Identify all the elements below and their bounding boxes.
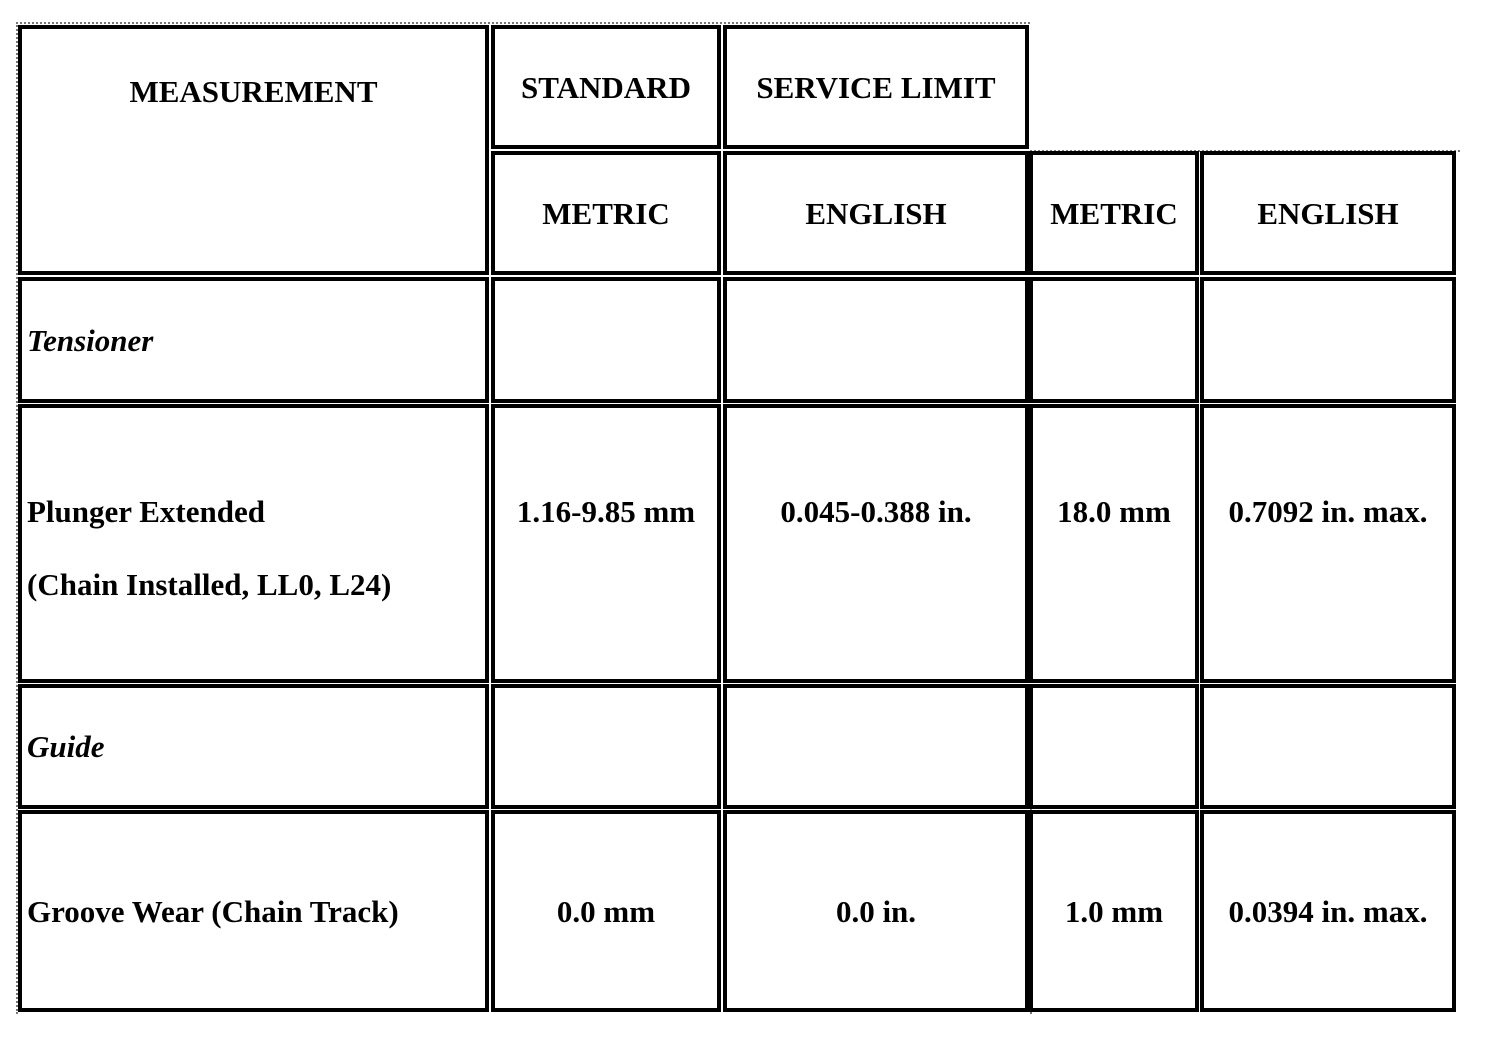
table-row-guide-std-metric — [491, 684, 721, 809]
header-sub-english-2 — [1200, 151, 1456, 275]
table-row-groove-limit-english — [1200, 810, 1456, 1012]
table-row-plunger-measurement — [18, 404, 489, 683]
table-row-tensioner-limit-metric — [1029, 277, 1199, 403]
cell-value: 0.045-0.388 in. — [780, 494, 972, 529]
table-row-tensioner-limit-english — [1200, 277, 1456, 403]
header-sub-english-1 — [723, 151, 1029, 275]
header-sub-label: METRIC — [542, 195, 670, 231]
header-sub-metric-1 — [491, 151, 721, 275]
header-measurement-label: MEASUREMENT — [129, 74, 378, 109]
header-sub-label: METRIC — [1050, 195, 1178, 231]
table-row-plunger-limit-metric — [1029, 404, 1199, 683]
header-measurement — [18, 25, 489, 275]
cell-value: 0.0 mm — [556, 893, 656, 929]
table-row-groove-limit-metric — [1029, 810, 1199, 1012]
table-row-guide-measurement — [18, 684, 489, 809]
cell-value: 0.7092 in. max. — [1228, 494, 1428, 529]
header-service-limit-label: SERVICE LIMIT — [756, 69, 996, 105]
table-row-plunger-std-english — [723, 404, 1029, 683]
row-measurement-label: Tensioner — [27, 322, 154, 358]
cell-value: 18.0 mm — [1057, 494, 1171, 529]
table-row-tensioner-measurement — [18, 277, 489, 403]
cell-value: 0.0394 in. max. — [1228, 893, 1428, 929]
table-row-guide-limit-metric — [1029, 684, 1199, 809]
row-measurement-label: Groove Wear (Chain Track) — [27, 893, 399, 929]
table-row-tensioner-std-metric — [491, 277, 721, 403]
header-standard — [491, 25, 721, 149]
table-row-groove-std-metric — [491, 810, 721, 1012]
table-row-guide-limit-english — [1200, 684, 1456, 809]
cell-value: 0.0 in. — [835, 893, 917, 929]
table-row-plunger-std-metric — [491, 404, 721, 683]
header-service-limit — [723, 25, 1029, 149]
table-row-groove-measurement — [18, 810, 489, 1012]
header-sub-label: ENGLISH — [805, 195, 947, 231]
header-standard-label: STANDARD — [521, 69, 691, 105]
header-sub-metric-2 — [1029, 151, 1199, 275]
row-measurement-sublabel: (Chain Installed, LL0, L24) — [27, 567, 392, 602]
table-row-groove-std-english — [723, 810, 1029, 1012]
table-row-guide-std-english — [723, 684, 1029, 809]
table-row-plunger-limit-english — [1200, 404, 1456, 683]
row-measurement-label: Plunger Extended — [27, 494, 265, 529]
table-row-tensioner-std-english — [723, 277, 1029, 403]
cell-value: 1.16-9.85 mm — [516, 494, 696, 529]
row-measurement-label: Guide — [27, 729, 105, 764]
header-sub-label: ENGLISH — [1257, 195, 1399, 231]
cell-value: 1.0 mm — [1064, 893, 1164, 929]
